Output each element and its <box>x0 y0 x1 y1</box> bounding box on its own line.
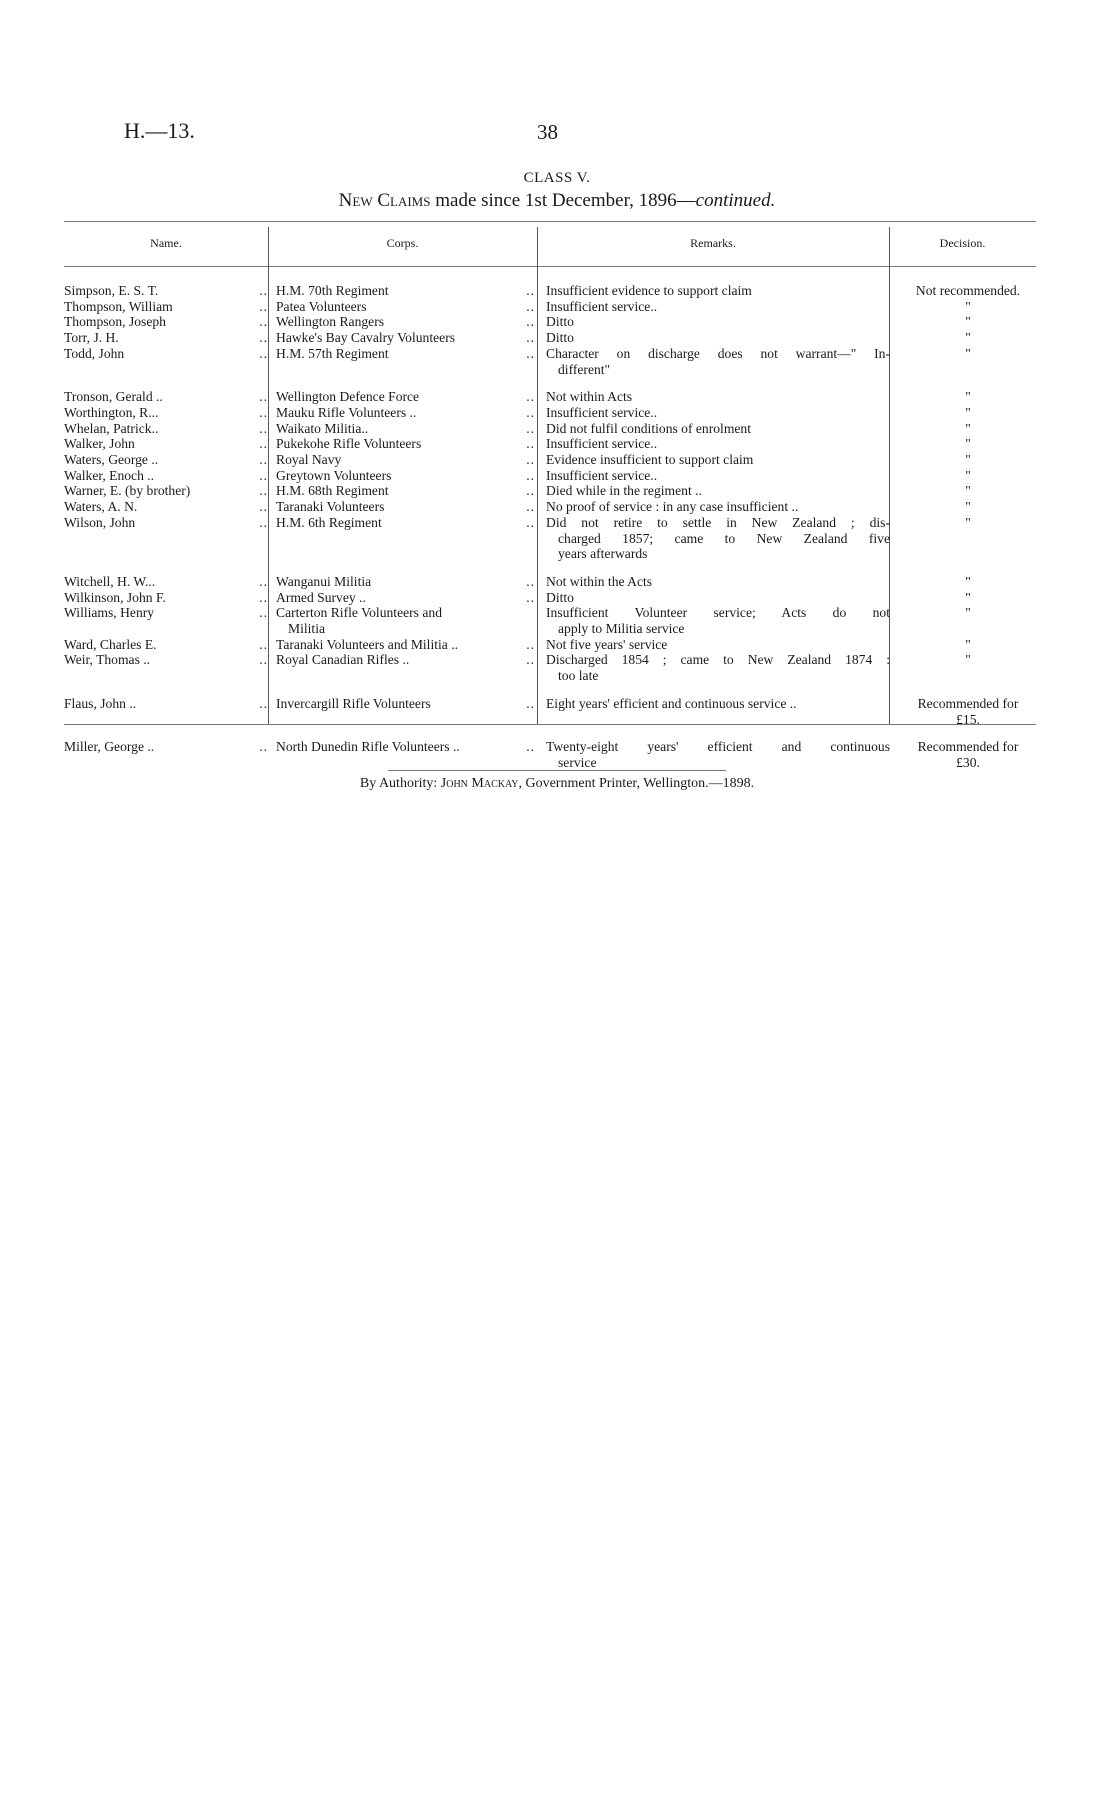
cell-name <box>64 283 270 299</box>
remark-line: Evidence insufficient to support claim <box>546 452 754 468</box>
leader-dots: .. <box>526 652 535 668</box>
leader-dots: .. <box>526 420 535 436</box>
cell-remarks <box>537 405 890 421</box>
row-gap <box>64 684 1036 696</box>
leader-dots: .. <box>259 483 268 499</box>
decision-text: " <box>965 636 971 652</box>
table-row <box>64 739 1036 770</box>
cell-decision <box>890 696 1036 727</box>
leader-dots: .. <box>526 589 535 605</box>
cell-corps <box>270 483 537 499</box>
corps-text: Royal Canadian Rifles .. <box>276 652 410 668</box>
cell-name <box>64 468 270 484</box>
remark-line: different" <box>558 361 611 377</box>
cell-remarks <box>537 452 890 468</box>
corps-text: Carterton Rifle Volunteers and <box>276 605 442 621</box>
cell-corps <box>270 436 537 452</box>
cell-name <box>64 637 270 653</box>
claimant-name: Witchell, H. W... <box>64 573 156 589</box>
table-row <box>64 421 1036 437</box>
corps-line <box>276 346 537 362</box>
cell-corps <box>270 421 537 437</box>
class-heading: CLASS V. <box>523 170 591 186</box>
cell-decision <box>890 515 1036 562</box>
remark-line: too late <box>558 668 599 684</box>
table-row <box>64 452 1036 468</box>
row-gap <box>64 562 1036 574</box>
remark-line: Ditto <box>546 314 574 330</box>
remark-line: Twenty-eight years' efficient and continuous <box>546 739 890 755</box>
corps-text: Wanganui Militia <box>276 573 372 589</box>
corps-continuation: Militia <box>288 621 326 637</box>
claimant-name: Waters, George .. <box>64 452 159 468</box>
remark-line: Insufficient evidence to support claim <box>546 283 752 298</box>
title-middle: made since 1st December, 1896— <box>430 190 696 211</box>
leader-dots: .. <box>259 739 268 755</box>
column-header-remarks: Remarks. <box>690 236 736 250</box>
leader-dots: .. <box>259 404 268 420</box>
remark-line: Did not fulfil conditions of enrolment <box>546 420 752 436</box>
cell-corps <box>270 468 537 484</box>
corps-line <box>276 421 537 437</box>
cell-corps <box>270 405 537 421</box>
leader-dots: .. <box>526 636 535 652</box>
leader-dots: .. <box>259 589 268 605</box>
imprint-prefix: By Authority: <box>359 776 441 791</box>
cell-name <box>64 652 270 683</box>
table-row <box>64 436 1036 452</box>
cell-remarks <box>537 590 890 606</box>
decision-text: " <box>965 389 971 405</box>
leader-dots: .. <box>259 605 268 621</box>
cell-decision <box>890 346 1036 377</box>
cell-decision <box>890 299 1036 315</box>
table-row <box>64 605 1036 636</box>
corps-text: Invercargill Rifle Volunteers <box>276 695 431 711</box>
remark-line: Ditto <box>546 330 574 346</box>
decision-text: " <box>965 573 971 589</box>
table-row <box>64 652 1036 683</box>
cell-corps <box>270 452 537 468</box>
remark-line: Eight years' efficient and continuous service .. <box>546 695 797 711</box>
remark-line: charged 1857; came to New Zealand five <box>558 530 890 546</box>
claimant-name: Wilson, John <box>64 514 136 530</box>
leader-dots: .. <box>526 467 535 483</box>
corps-text: North Dunedin Rifle Volunteers .. <box>276 739 460 755</box>
row-gap <box>64 727 1036 739</box>
remark-line: Discharged 1854 ; came to New Zealand 1874 : <box>546 652 890 668</box>
cell-decision <box>890 483 1036 499</box>
title-smallcaps: New Claims <box>338 190 431 211</box>
claimant-name: Waters, A. N. <box>64 499 138 515</box>
table-row <box>64 389 1036 405</box>
cell-remarks <box>537 637 890 653</box>
corps-line <box>276 739 537 755</box>
corps-line <box>276 499 537 515</box>
cell-decision <box>890 405 1036 421</box>
page-identifier: H.—13. <box>124 118 195 143</box>
claims-table <box>64 283 1036 771</box>
cell-remarks <box>537 499 890 515</box>
corps-line <box>276 452 537 468</box>
claimant-name: Flaus, John .. <box>64 695 137 711</box>
cell-corps <box>270 652 537 683</box>
cell-corps <box>270 330 537 346</box>
table-row <box>64 330 1036 346</box>
table-row <box>64 574 1036 590</box>
cell-name <box>64 452 270 468</box>
column-header-name: Name. <box>150 236 182 250</box>
claimant-name: Todd, John <box>64 345 125 361</box>
cell-corps <box>270 283 537 299</box>
cell-corps <box>270 637 537 653</box>
leader-dots: .. <box>526 695 535 711</box>
claimant-name: Ward, Charles E. <box>64 636 157 652</box>
cell-name <box>64 436 270 452</box>
table-row <box>64 314 1036 330</box>
cell-remarks <box>537 330 890 346</box>
remark-line: Insufficient service.. <box>546 404 658 420</box>
table-row <box>64 499 1036 515</box>
claimant-name: Tronson, Gerald .. <box>64 389 163 405</box>
leader-dots: .. <box>526 330 535 346</box>
imprint-suffix: , Government Printer, Wellington.—1898. <box>518 776 755 791</box>
cell-decision <box>890 637 1036 653</box>
cell-corps <box>270 605 537 636</box>
cell-decision <box>890 574 1036 590</box>
cell-name <box>64 590 270 606</box>
leader-dots: .. <box>259 436 268 452</box>
table-row <box>64 346 1036 377</box>
cell-decision <box>890 314 1036 330</box>
cell-name <box>64 605 270 636</box>
cell-remarks <box>537 468 890 484</box>
cell-decision <box>890 468 1036 484</box>
remark-line: Died while in the regiment .. <box>546 483 702 499</box>
decision-text: " <box>965 330 971 346</box>
corps-text: Wellington Defence Force <box>276 389 420 405</box>
remark-line: Insufficient service.. <box>546 436 658 452</box>
table-row <box>64 590 1036 606</box>
cell-remarks <box>537 739 890 770</box>
cell-remarks <box>537 696 890 727</box>
page-number: 38 <box>537 120 558 144</box>
corps-text: Taranaki Volunteers and Militia .. <box>276 636 459 652</box>
cell-corps <box>270 696 537 727</box>
table-row <box>64 696 1036 727</box>
corps-text: Hawke's Bay Cavalry Volunteers <box>276 330 456 346</box>
corps-line <box>276 696 537 712</box>
title-continued: continued. <box>695 190 776 211</box>
cell-name <box>64 739 270 770</box>
decision-text: " <box>965 404 971 420</box>
column-header-decision: Decision. <box>939 236 986 250</box>
corps-line <box>276 637 537 653</box>
remark-line: No proof of service : in any case insufficient .. <box>546 499 799 515</box>
claimant-name: Wilkinson, John F. <box>64 589 166 605</box>
cell-remarks <box>537 515 890 562</box>
cell-name <box>64 389 270 405</box>
cell-decision <box>890 421 1036 437</box>
remark-line: Insufficient Volunteer service; Acts do not <box>546 605 890 621</box>
claimant-name: Worthington, R... <box>64 404 159 420</box>
cell-corps <box>270 590 537 606</box>
decision-text: " <box>965 483 971 499</box>
decision-text: " <box>965 345 971 361</box>
decision-text: Recommended for <box>917 695 1019 711</box>
table-row <box>64 637 1036 653</box>
corps-line <box>276 515 537 531</box>
leader-dots: .. <box>526 436 535 452</box>
leader-dots: .. <box>259 452 268 468</box>
decision-text: " <box>965 589 971 605</box>
decision-text: " <box>965 652 971 668</box>
claimant-name: Walker, John <box>64 436 135 452</box>
corps-line <box>276 299 537 315</box>
cell-remarks <box>537 483 890 499</box>
cell-corps <box>270 314 537 330</box>
corps-text: H.M. 70th Regiment <box>276 283 389 298</box>
remark-line: Not five years' service <box>546 636 668 652</box>
corps-line <box>276 330 537 346</box>
leader-dots: .. <box>526 283 535 298</box>
cell-corps <box>270 499 537 515</box>
cell-decision <box>890 389 1036 405</box>
leader-dots: .. <box>259 420 268 436</box>
corps-text: Pukekohe Rifle Volunteers <box>276 436 422 452</box>
leader-dots: .. <box>526 483 535 499</box>
decision-text: Recommended for <box>917 739 1019 755</box>
claimant-name: Thompson, William <box>64 298 173 314</box>
cell-decision <box>890 652 1036 683</box>
claimant-name: Weir, Thomas .. <box>64 652 151 668</box>
leader-dots: .. <box>259 330 268 346</box>
corps-text: Wellington Rangers <box>276 314 385 330</box>
table-row <box>64 283 1036 299</box>
corps-line <box>276 436 537 452</box>
table-row <box>64 405 1036 421</box>
leader-dots: .. <box>526 298 535 314</box>
cell-name <box>64 515 270 562</box>
leader-dots: .. <box>259 514 268 530</box>
header-rule <box>64 266 1036 267</box>
remark-line: Ditto <box>546 589 574 605</box>
decision-text: " <box>965 314 971 330</box>
cell-corps <box>270 346 537 377</box>
remark-line: apply to Militia service <box>558 621 685 637</box>
cell-decision <box>890 436 1036 452</box>
cell-decision <box>890 283 1036 299</box>
corps-text: Patea Volunteers <box>276 298 367 314</box>
corps-line <box>276 483 537 499</box>
leader-dots: .. <box>259 389 268 405</box>
leader-dots: .. <box>526 573 535 589</box>
corps-line <box>276 590 537 606</box>
corps-line <box>276 283 537 299</box>
leader-dots: .. <box>526 739 535 755</box>
cell-name <box>64 405 270 421</box>
corps-line <box>276 652 537 668</box>
cell-decision <box>890 452 1036 468</box>
decision-text: " <box>965 514 971 530</box>
remark-line: Not within Acts <box>546 389 633 405</box>
corps-text: H.M. 57th Regiment <box>276 345 389 361</box>
claimant-name: Simpson, E. S. T. <box>64 283 159 298</box>
remark-line: Character on discharge does not warrant—" In- <box>546 345 890 361</box>
remark-line: Did not retire to settle in New Zealand ; dis- <box>546 514 890 530</box>
cell-name <box>64 696 270 727</box>
claimant-name: Whelan, Patrick.. <box>64 420 159 436</box>
table-row <box>64 515 1036 562</box>
cell-remarks <box>537 299 890 315</box>
remark-line: service <box>558 754 597 770</box>
corps-line <box>276 574 537 590</box>
leader-dots: .. <box>259 283 268 298</box>
table-row <box>64 483 1036 499</box>
leader-dots: .. <box>526 514 535 530</box>
decision-text: " <box>965 499 971 515</box>
cell-remarks <box>537 314 890 330</box>
corps-line <box>276 605 537 621</box>
cell-decision <box>890 330 1036 346</box>
cell-name <box>64 330 270 346</box>
cell-remarks <box>537 346 890 377</box>
claimant-name: Williams, Henry <box>64 605 155 621</box>
cell-name <box>64 346 270 377</box>
leader-dots: .. <box>259 573 268 589</box>
cell-remarks <box>537 605 890 636</box>
claimant-name: Torr, J. H. <box>64 330 119 346</box>
cell-name <box>64 499 270 515</box>
table-row <box>64 299 1036 315</box>
leader-dots: .. <box>259 652 268 668</box>
corps-text: Armed Survey .. <box>276 589 366 605</box>
decision-text: " <box>965 605 971 621</box>
cell-corps <box>270 574 537 590</box>
leader-dots: .. <box>259 345 268 361</box>
leader-dots: .. <box>526 404 535 420</box>
cell-decision <box>890 739 1036 770</box>
imprint-rule <box>388 770 726 771</box>
corps-line <box>276 405 537 421</box>
remark-line: years afterwards <box>558 546 648 562</box>
corps-text: Royal Navy <box>276 452 342 468</box>
remark-line: Insufficient service.. <box>546 298 658 314</box>
remark-line: Not within the Acts <box>546 573 653 589</box>
corps-text: H.M. 6th Regiment <box>276 514 382 530</box>
row-gap <box>64 377 1036 389</box>
claimant-name: Warner, E. (by brother) <box>64 483 191 499</box>
top-rule <box>64 221 1036 222</box>
leader-dots: .. <box>526 314 535 330</box>
leader-dots: .. <box>526 499 535 515</box>
claimant-name: Walker, Enoch .. <box>64 467 155 483</box>
corps-line <box>276 389 537 405</box>
leader-dots: .. <box>526 452 535 468</box>
cell-remarks <box>537 389 890 405</box>
cell-name <box>64 314 270 330</box>
remark-line: Insufficient service.. <box>546 467 658 483</box>
cell-remarks <box>537 436 890 452</box>
cell-name <box>64 299 270 315</box>
cell-corps <box>270 389 537 405</box>
corps-text: Greytown Volunteers <box>276 467 392 483</box>
corps-text: H.M. 68th Regiment <box>276 483 389 499</box>
leader-dots: .. <box>526 389 535 405</box>
claimant-name: Thompson, Joseph <box>64 314 166 330</box>
leader-dots: .. <box>259 314 268 330</box>
leader-dots: .. <box>259 636 268 652</box>
corps-line <box>276 468 537 484</box>
decision-amount: £15. <box>956 711 980 727</box>
corps-line <box>276 314 537 330</box>
leader-dots: .. <box>259 499 268 515</box>
cell-corps <box>270 515 537 562</box>
leader-dots: .. <box>526 345 535 361</box>
cell-remarks <box>537 652 890 683</box>
decision-text: Not recommended. <box>915 283 1021 298</box>
cell-name <box>64 421 270 437</box>
decision-text: " <box>965 298 971 314</box>
table-row <box>64 468 1036 484</box>
cell-corps <box>270 739 537 770</box>
leader-dots: .. <box>259 695 268 711</box>
corps-text: Taranaki Volunteers <box>276 499 385 515</box>
cell-remarks <box>537 421 890 437</box>
column-header-corps: Corps. <box>386 236 419 250</box>
claimant-name: Miller, George .. <box>64 739 155 755</box>
cell-remarks <box>537 283 890 299</box>
cell-decision <box>890 605 1036 636</box>
cell-name <box>64 574 270 590</box>
decision-amount: £30. <box>956 754 980 770</box>
decision-text: " <box>965 452 971 468</box>
table-title <box>0 190 1114 212</box>
cell-name <box>64 483 270 499</box>
decision-text: " <box>965 436 971 452</box>
decision-text: " <box>965 420 971 436</box>
cell-corps <box>270 299 537 315</box>
cell-decision <box>890 590 1036 606</box>
corps-text: Waikato Militia.. <box>276 420 369 436</box>
decision-text: " <box>965 467 971 483</box>
cell-remarks <box>537 574 890 590</box>
leader-dots: .. <box>259 467 268 483</box>
corps-text: Mauku Rifle Volunteers .. <box>276 404 417 420</box>
leader-dots: .. <box>259 298 268 314</box>
imprint <box>0 776 1114 792</box>
cell-decision <box>890 499 1036 515</box>
imprint-printer: John Mackay <box>440 776 519 791</box>
